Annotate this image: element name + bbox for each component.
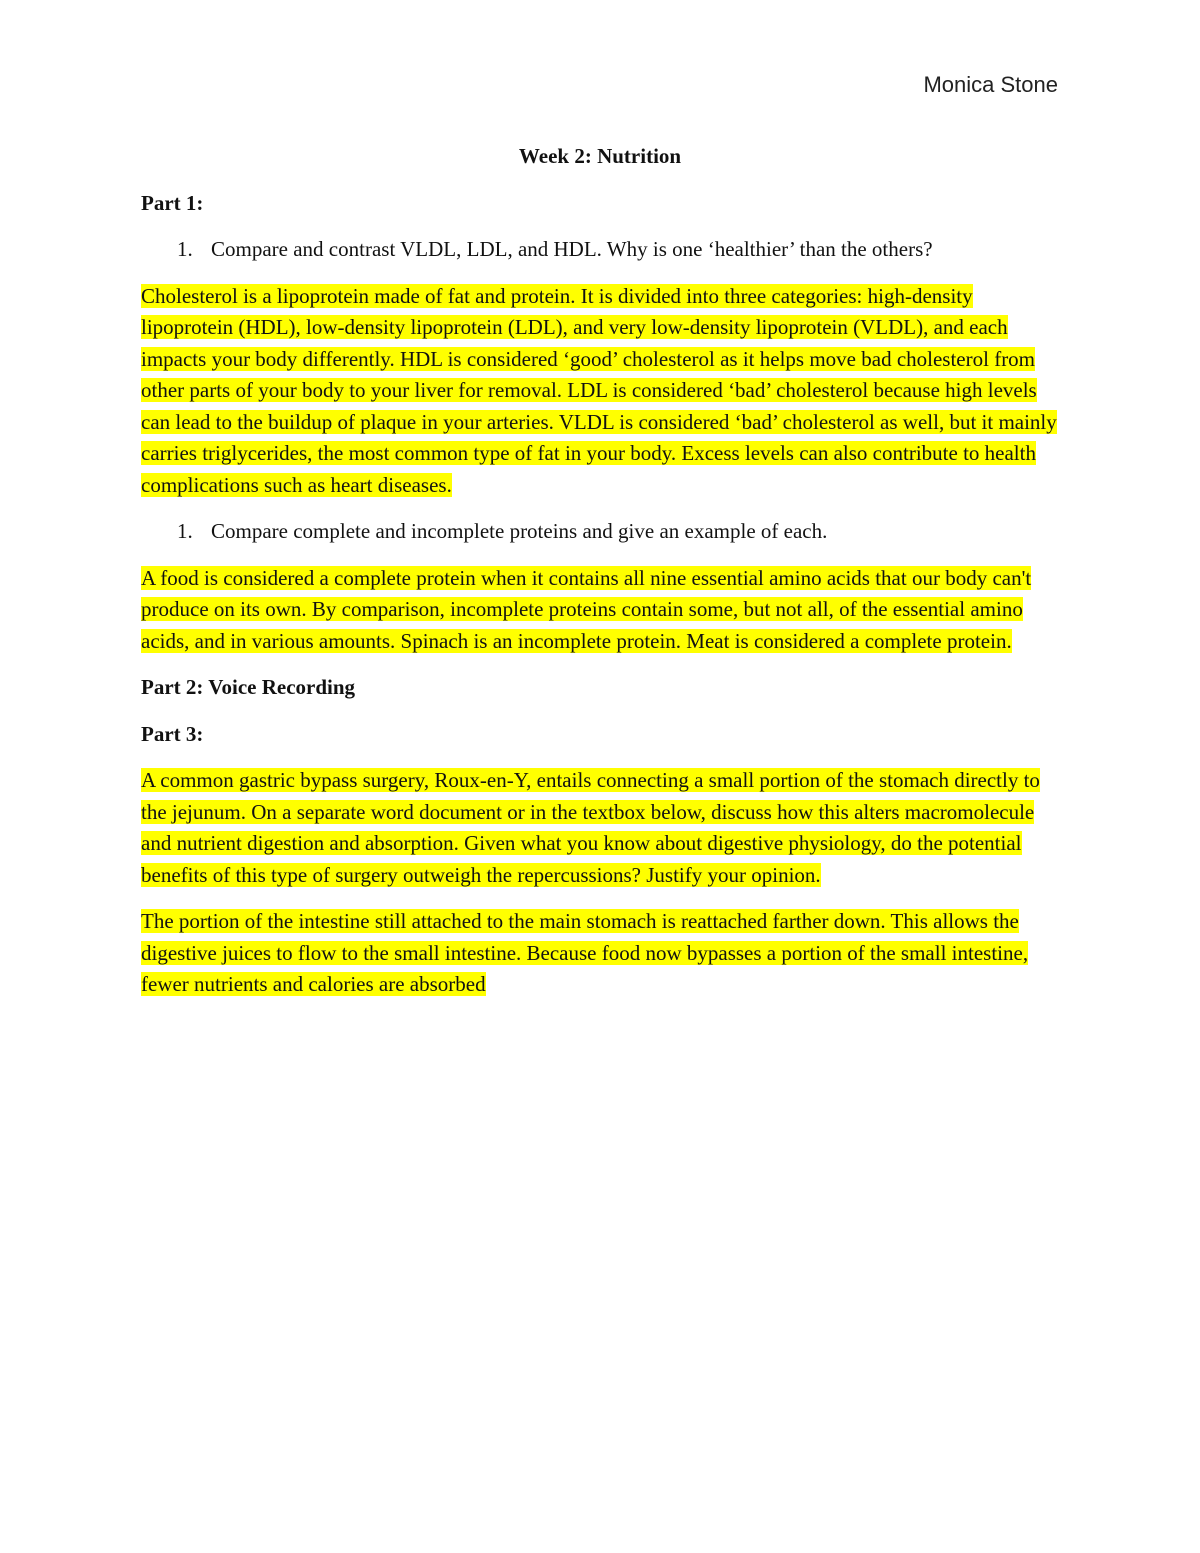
question-2-number: 1. — [177, 519, 193, 543]
part-3-prompt-text: A common gastric bypass surgery, Roux-en-Y, entails connecting a small portion of the stomach directly to the jejunum. On a separate word document or in the textbox below, discuss how this alters macromolecule and nutrient digestion and absorption. Given what you know about digestive physiology, do the potential benefits of this type of surgery outweigh the repercussions? Justify your opinion. — [141, 768, 1040, 887]
document-body — [141, 141, 1059, 1016]
part-3-heading: Part 3: — [141, 721, 204, 746]
part-3-prompt — [141, 765, 1059, 891]
question-1-number: 1. — [177, 237, 193, 261]
document-title: Week 2: Nutrition — [518, 144, 682, 168]
part-2-heading: Part 2: Voice Recording — [141, 675, 356, 699]
question-1-text: Compare and contrast VLDL, LDL, and HDL. Why is one ‘healthier’ than the others? — [211, 237, 933, 261]
answer-2 — [141, 563, 1059, 658]
answer-1-text: Cholesterol is a lipoprotein made of fat and protein. It is divided into three categories: high-density lipoprotein (HDL), low-density lipoprotein (LDL), and very low-density lipoprotein (VLDL), and each impacts your body differently. HDL is considered ‘good’ cholesterol as it helps move bad cholesterol from other parts of your body to your liver for removal. LDL is considered ‘bad’ cholesterol because high levels can lead to the buildup of plaque in your arteries. VLDL is considered ‘bad’ cholesterol as well, but it mainly carries triglycerides, the most common type of fat in your body. Excess levels can also contribute to health complications such as heart diseases. — [141, 283, 1057, 497]
question-1 — [141, 234, 1059, 266]
part-1-heading: Part 1: — [141, 190, 204, 215]
part-3-answer — [141, 906, 1059, 1001]
document-header-author: Monica Stone — [923, 72, 1058, 97]
answer-1 — [141, 281, 1059, 502]
question-2 — [141, 516, 1059, 548]
part-3-answer-text: The portion of the intestine still attached to the main stomach is reattached farther down. This allows the digestive juices to flow to the small intestine. Because food now bypasses a portion of the small intestine, fewer nutrients and calories are absorbed — [141, 909, 1029, 996]
question-2-text: Compare complete and incomplete proteins and give an example of each. — [211, 519, 828, 543]
answer-2-text: A food is considered a complete protein when it contains all nine essential amino acids that our body can't produce on its own. By comparison, incomplete proteins contain some, but not all, of the essential amino acids, and in various amounts. Spinach is an incomplete protein. Meat is considered a complete protein. — [141, 565, 1032, 653]
